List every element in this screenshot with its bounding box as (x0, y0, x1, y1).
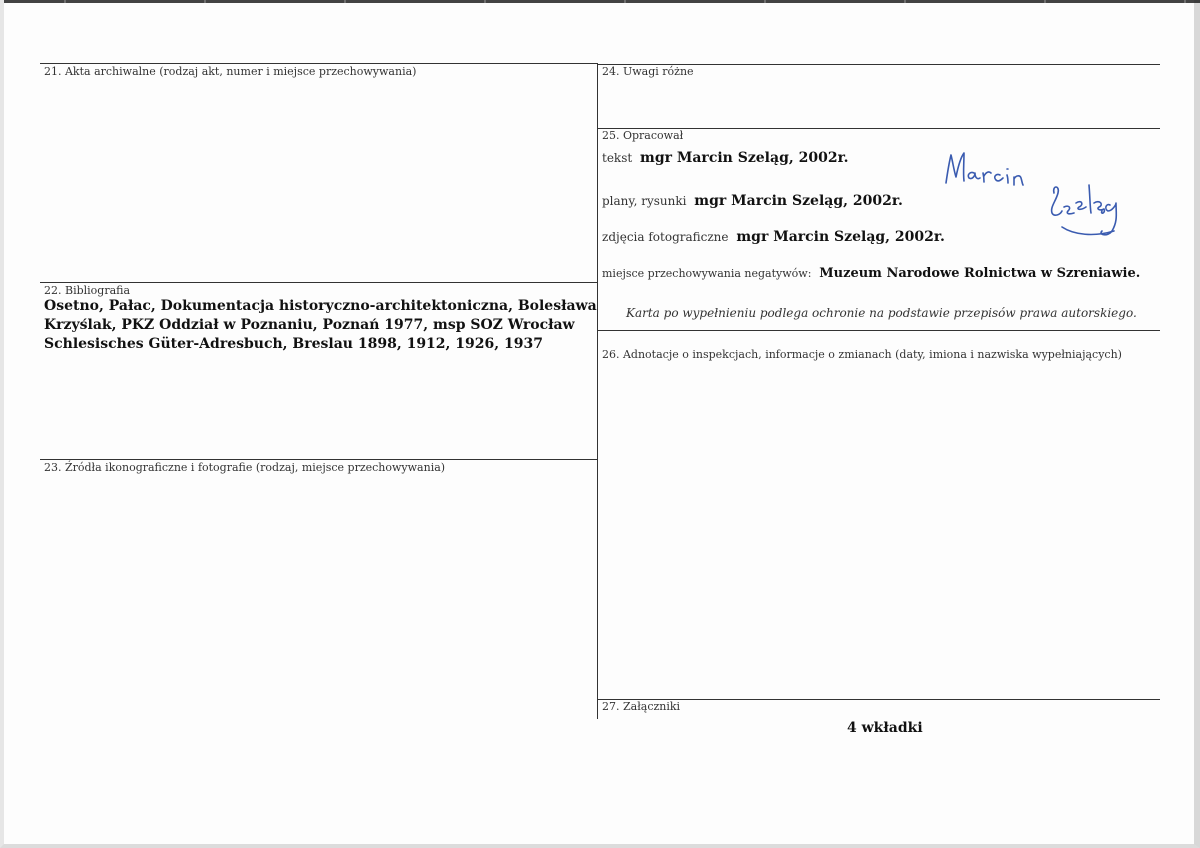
row-zdjecia (602, 229, 945, 245)
miejsce-label: miejsce przechowywania negatywów: (602, 267, 812, 280)
copyright-note: Karta po wypełnieniu podlega ochronie na podstawie przepisów prawa autorskiego. (626, 306, 1137, 320)
attachments-value: 4 wkładki (847, 720, 923, 736)
rule-center (597, 63, 598, 719)
miejsce-value: Muzeum Narodowe Rolnictwa w Szreniawie. (819, 266, 1141, 281)
section-22-label: 22. Bibliografia (44, 284, 131, 297)
section-23-label: 23. Źródła ikonograficzne i fotografie (rodzaj, miejsce przechowywania) (44, 461, 446, 474)
rule-s23-top (40, 459, 597, 460)
section-26-label: 26. Adnotacje o inspekcjach, informacje o zmianach (daty, imiona i nazwiska wypełniających) (602, 348, 1122, 361)
zdjecia-label: zdjęcia fotograficzne (602, 230, 729, 244)
section-24-label: 24. Uwagi różne (602, 65, 694, 78)
tekst-label: tekst (602, 151, 633, 165)
row-miejsce (602, 266, 1140, 281)
section-27-label: 27. Załączniki (602, 700, 681, 713)
rule-s22-top (40, 282, 597, 283)
rule-top-left (40, 63, 597, 64)
bibliography-text (44, 297, 597, 354)
row-plany (602, 193, 903, 209)
row-tekst (602, 150, 849, 166)
bibliography-line: Osetno, Pałac, Dokumentacja historyczno-architektoniczna, Bolesława (44, 298, 597, 314)
section-25-label: 25. Opracował (602, 129, 684, 142)
plany-value: mgr Marcin Szeląg, 2002r. (694, 193, 903, 209)
scan-top-edge (4, 0, 1200, 3)
bibliography-line: Krzyślak, PKZ Oddział w Poznaniu, Poznań 1977, msp SOZ Wrocław (44, 317, 575, 333)
plany-label: plany, rysunki (602, 194, 687, 208)
section-21-label: 21. Akta archiwalne (rodzaj akt, numer i miejsce przechowywania) (44, 65, 417, 78)
rule-s26-top (597, 330, 1160, 331)
tekst-value: mgr Marcin Szeląg, 2002r. (640, 150, 849, 166)
bibliography-line: Schlesisches Güter-Adresbuch, Breslau 1898, 1912, 1926, 1937 (44, 336, 543, 352)
zdjecia-value: mgr Marcin Szeląg, 2002r. (736, 229, 945, 245)
handwritten-signature (934, 145, 1149, 265)
rule-s27-top (597, 699, 1160, 700)
